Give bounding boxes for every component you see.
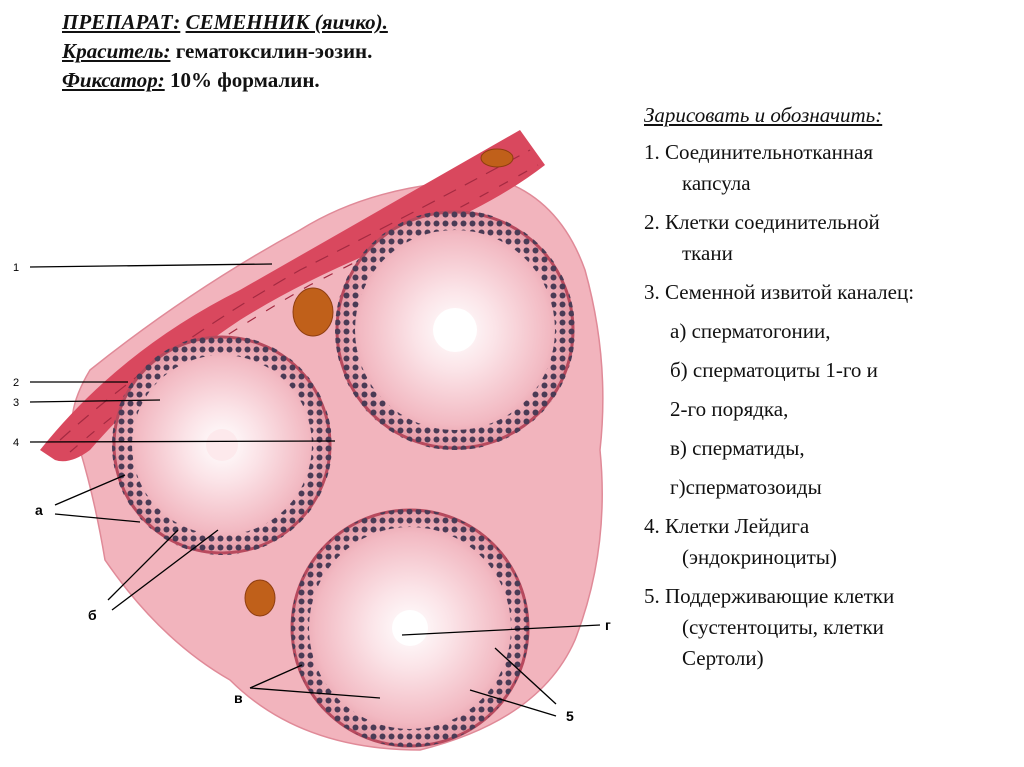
label-g: г [605,617,611,633]
label-4: 4 [13,437,20,449]
task-sub-b-line-1: б) сперматоциты 1-го и [670,358,878,382]
task-item-5-line-2: (сустентоциты, клетки [682,615,884,639]
task-item-2-line-1: 2. Клетки соединительной [644,210,880,234]
label-3: 3 [13,397,20,409]
leydig-cell-cluster-3 [481,149,513,167]
seminiferous-tubule-top-right [337,212,573,448]
task-item-5-line-1: 5. Поддерживающие клетки [644,584,895,608]
label-v: в [234,690,243,706]
task-item-3: 3. Семенной извитой каналец: [644,280,915,304]
dye-label: Краситель: [62,39,171,63]
task-item-5 [644,581,1014,674]
label-a: а [35,502,43,518]
task-item-4 [644,511,1014,573]
label-5: 5 [566,708,574,724]
seminiferous-tubule-left [114,337,330,553]
task-item-2-line-2: ткани [682,241,733,265]
task-title: Зарисовать и обозначить: [644,103,883,127]
task-item-1-line-2: капсула [682,171,751,195]
dye-value: гематоксилин-эозин. [175,39,373,63]
preparation-line [62,8,602,37]
task-sub-v: в) сперматиды, [670,436,805,460]
task-list [644,100,1014,682]
leydig-cell-cluster-2 [245,580,275,616]
slide-header [62,8,602,95]
task-sub-b [644,355,1014,386]
histology-figure [0,120,620,767]
testis-section-drawing [0,120,620,767]
preparation-value: СЕМЕННИК (яичко). [185,10,388,34]
fixative-value: 10% формалин. [169,68,320,92]
label-b: б [88,607,97,623]
task-item-1 [644,137,1014,199]
fixative-label: Фиксатор: [62,68,165,92]
task-item-5-line-3: Сертоли) [682,646,764,670]
task-item-1-line-1: 1. Соединительнотканная [644,140,874,164]
task-sub-a: а) сперматогонии, [670,319,831,343]
task-sub-g: г)сперматозоиды [670,475,822,499]
label-2: 2 [13,377,20,389]
task-item-2 [644,207,1014,269]
task-sub-b-line-2: 2-го порядка, [670,397,789,421]
seminiferous-tubule-bottom [292,510,528,746]
task-item-4-line-1: 4. Клетки Лейдига [644,514,810,538]
task-item-4-line-2: (эндокриноциты) [682,545,837,569]
preparation-label: ПРЕПАРАТ: [62,10,181,34]
label-1: 1 [13,262,20,274]
leydig-cell-cluster [293,288,333,336]
fixative-line [62,66,602,95]
dye-line [62,37,602,66]
